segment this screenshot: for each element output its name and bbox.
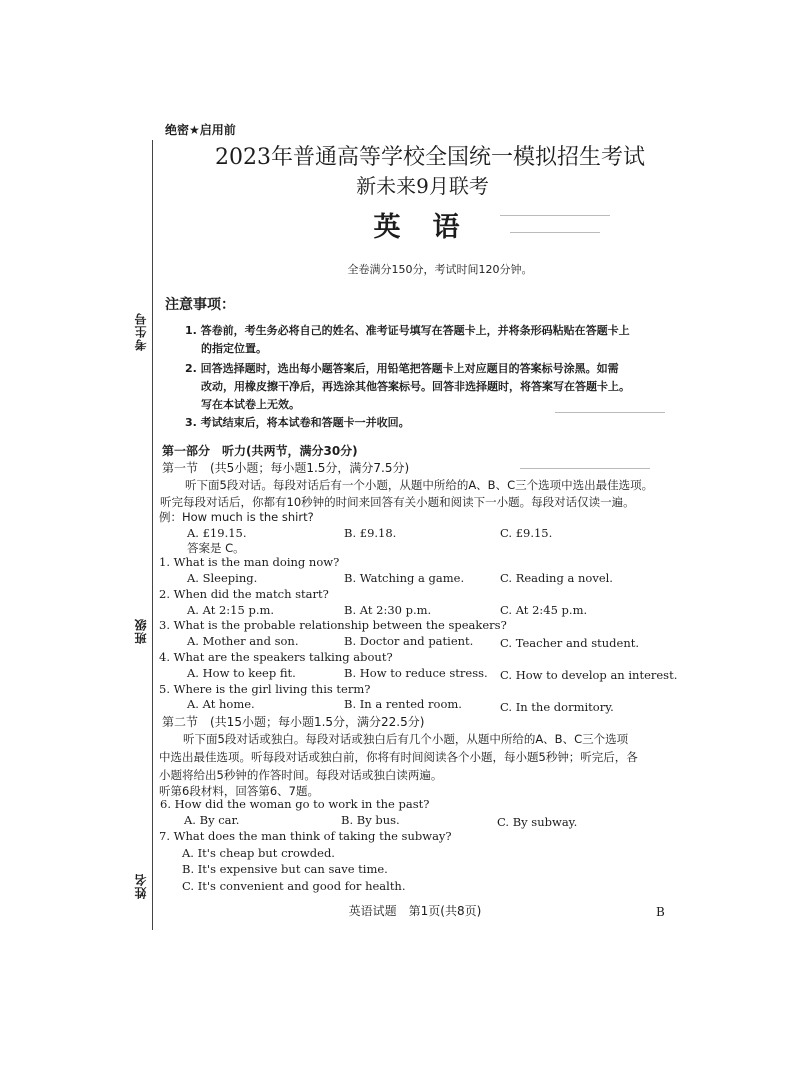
exam-number-label: 考生号 <box>134 312 148 351</box>
question-1: 1. What is the man doing now? <box>159 555 340 569</box>
example-option-b: B. £9.18. <box>344 526 397 540</box>
scan-speck <box>510 232 600 233</box>
part1-heading: 第一部分 听力(共两节，满分30分) <box>162 444 358 458</box>
q7-option-a: A. It's cheap but crowded. <box>182 846 335 860</box>
q4-option-b: B. How to reduce stress. <box>344 666 488 680</box>
q2-option-a: A. At 2:15 p.m. <box>187 603 275 617</box>
scan-speck <box>500 215 610 216</box>
exam-subtitle: 新未来9月联考 <box>356 174 489 198</box>
q1-option-a: A. Sleeping. <box>187 571 258 585</box>
q5-option-a: A. At home. <box>187 697 255 711</box>
section1-instruction: 听完每段对话后，你都有10秒钟的时间来回答有关小题和阅读下一小题。每段对话仅读一遍。 <box>160 495 635 509</box>
score-info: 全卷满分150分，考试时间120分钟。 <box>347 263 533 276</box>
question-6: 6. How did the woman go to work in the past? <box>160 797 430 811</box>
question-2: 2. When did the match start? <box>159 587 329 601</box>
version-mark: B <box>656 905 665 919</box>
q4-option-c: C. How to develop an interest. <box>500 668 678 682</box>
question-5: 5. Where is the girl living this term? <box>159 682 371 696</box>
name-label: 姓名 <box>134 873 148 899</box>
section1-instruction: 听下面5段对话。每段对话后有一个小题，从题中所给的A、B、C三个选项中选出最佳选项。 <box>185 478 654 492</box>
q6-option-a: A. By car. <box>184 813 240 827</box>
example-answer: 答案是 C。 <box>187 541 245 555</box>
binding-line <box>152 140 153 930</box>
section2-instruction: 小题将给出5秒钟的作答时间。每段对话或独白读两遍。 <box>159 768 443 782</box>
q2-option-c: C. At 2:45 p.m. <box>500 603 588 617</box>
q5-option-c: C. In the dormitory. <box>500 700 614 714</box>
page-footer: 英语试题 第1页(共8页) <box>348 904 482 918</box>
example-option-c: C. £9.15. <box>500 526 553 540</box>
q7-option-b: B. It's expensive but can save time. <box>182 862 388 876</box>
q5-option-b: B. In a rented room. <box>344 697 462 711</box>
q2-option-b: B. At 2:30 p.m. <box>344 603 432 617</box>
question-4: 4. What are the speakers talking about? <box>159 650 393 664</box>
exam-title: 2023年普通高等学校全国统一模拟招生考试 <box>215 145 645 170</box>
question-3: 3. What is the probable relationship between the speakers? <box>159 618 507 632</box>
notice-item: 的指定位置。 <box>201 342 267 355</box>
example-question: 例：How much is the shirt? <box>159 510 314 524</box>
material-note: 听第6段材料，回答第6、7题。 <box>159 784 319 798</box>
q1-option-b: B. Watching a game. <box>344 571 465 585</box>
q3-option-b: B. Doctor and patient. <box>344 634 474 648</box>
q7-option-c: C. It's convenient and good for health. <box>182 879 406 893</box>
section2-instruction: 听下面5段对话或独白。每段对话或独白后有几个小题，从题中所给的A、B、C三个选项 <box>183 732 629 746</box>
notice-item: 3. 考试结束后，将本试卷和答题卡一并收回。 <box>185 416 410 429</box>
section1-heading: 第一节 (共5小题；每小题1.5分，满分7.5分) <box>162 461 410 475</box>
section2-heading: 第二节 (共15小题；每小题1.5分，满分22.5分) <box>162 715 425 729</box>
notice-item: 2. 回答选择题时，选出每小题答案后，用铅笔把答题卡上对应题目的答案标号涂黑。如需 <box>185 362 619 375</box>
notice-item: 1. 答卷前，考生务必将自己的姓名、准考证号填写在答题卡上，并将条形码粘贴在答题卡上 <box>185 324 630 337</box>
scan-speck <box>555 412 665 413</box>
q3-option-a: A. Mother and son. <box>187 634 299 648</box>
notice-item: 写在本试卷上无效。 <box>201 398 300 411</box>
q6-option-c: C. By subway. <box>497 815 578 829</box>
q4-option-a: A. How to keep fit. <box>187 666 296 680</box>
question-7: 7. What does the man think of taking the subway? <box>159 829 452 843</box>
notice-item: 改动，用橡皮擦干净后，再选涂其他答案标号。回答非选择题时，将答案写在答题卡上。 <box>201 380 630 393</box>
subject-title: 英语 <box>373 212 492 243</box>
confidential-mark: 绝密★启用前 <box>165 123 236 137</box>
section2-instruction: 中选出最佳选项。听每段对话或独白前，你将有时间阅读各个小题，每小题5秒钟；听完后，各 <box>159 750 638 764</box>
q6-option-b: B. By bus. <box>341 813 400 827</box>
class-label: 班级 <box>134 618 148 644</box>
scan-speck <box>520 468 650 469</box>
example-option-a: A. £19.15. <box>187 526 247 540</box>
q1-option-c: C. Reading a novel. <box>500 571 613 585</box>
q3-option-c: C. Teacher and student. <box>500 636 640 650</box>
notice-heading: 注意事项： <box>165 297 235 313</box>
